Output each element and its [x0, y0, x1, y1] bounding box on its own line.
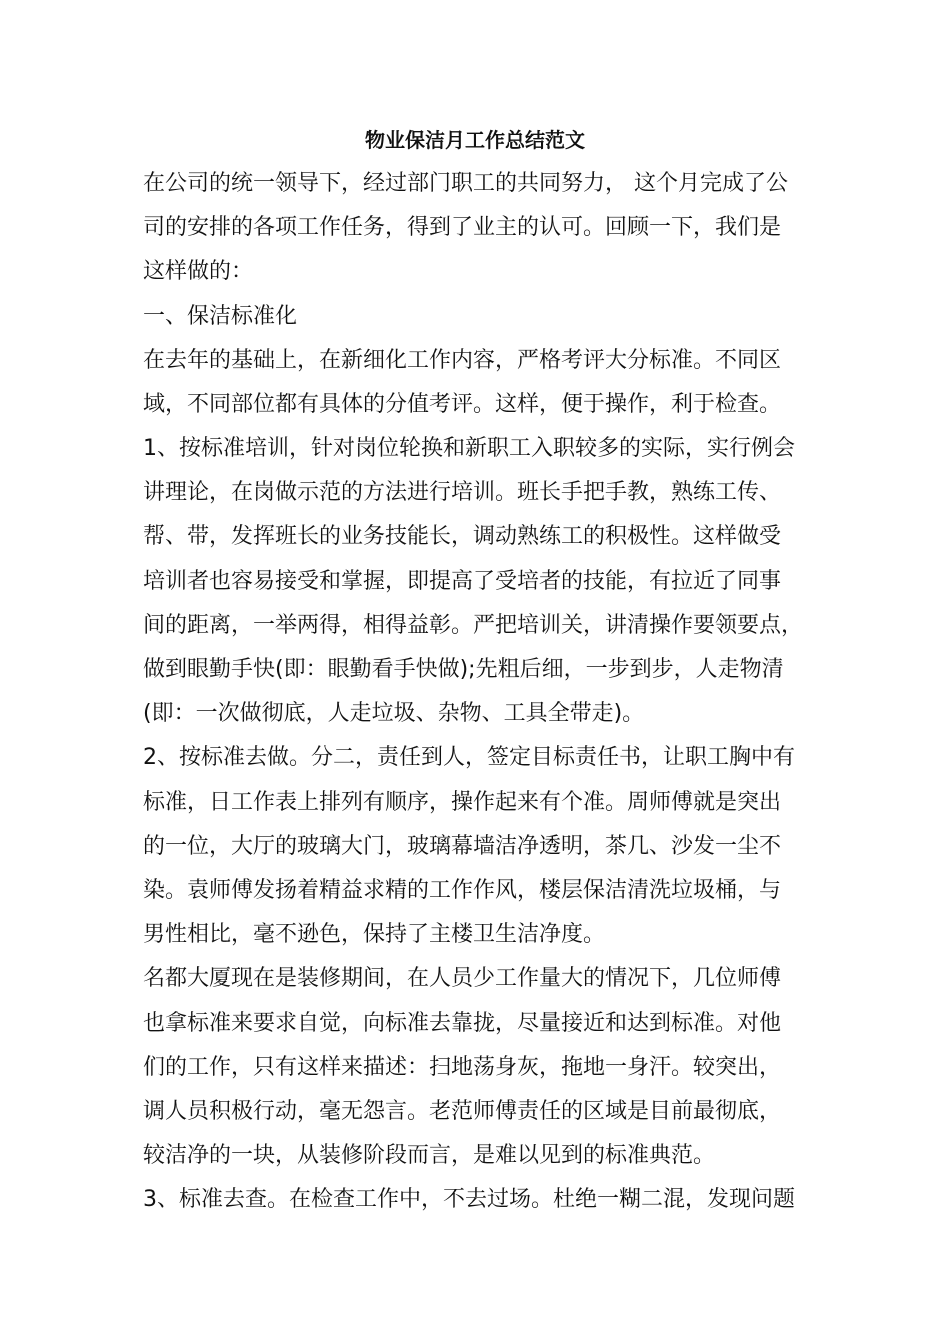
- body-line: 较洁净的一块，从装修阶段而言，是难以见到的标准典范。: [143, 1143, 716, 1168]
- body-line: 染。袁师傅发扬着精益求精的工作作风，楼层保洁清洗垃圾桶，与: [143, 878, 782, 903]
- body-line: 讲理论，在岗做示范的方法进行培训。班长手把手教，熟练工传、: [143, 480, 782, 505]
- body-line: 名都大厦现在是装修期间，在人员少工作量大的情况下，几位师傅: [143, 966, 782, 991]
- body-line: 培训者也容易接受和掌握，即提高了受培者的技能，有拉近了同事: [143, 569, 782, 594]
- body-line: 2、按标准去做。分二，责任到人，签定目标责任书，让职工胸中有: [143, 745, 795, 770]
- body-line: 们的工作，只有这样来描述：扫地荡身灰，拖地一身汗。较突出，: [143, 1055, 782, 1080]
- body-line: 间的距离，一举两得，相得益彰。严把培训关，讲清操作要领要点，: [143, 613, 804, 638]
- body-line: 男性相比，毫不逊色，保持了主楼卫生洁净度。: [143, 922, 606, 947]
- body-line: 这样做的：: [143, 259, 254, 284]
- body-line: 标准，日工作表上排列有顺序，操作起来有个准。周师傅就是突出: [143, 790, 782, 815]
- body-line: 在去年的基础上，在新细化工作内容，严格考评大分标准。不同区: [143, 348, 782, 373]
- body-line: (即：一次做彻底，人走垃圾、杂物、工具全带走)。: [143, 701, 645, 726]
- body-line: 1、按标准培训，针对岗位轮换和新职工入职较多的实际，实行例会: [143, 436, 795, 461]
- body-line: 的一位，大厅的玻璃大门，玻璃幕墙洁净透明，茶几、沙发一尘不: [143, 834, 782, 859]
- body-line: 司的安排的各项工作任务，得到了业主的认可。回顾一下，我们是: [143, 215, 782, 240]
- body-line: 做到眼勤手快(即：眼勤看手快做);先粗后细，一步到步，人走物清: [143, 657, 784, 682]
- body-line: 在公司的统一领导下，经过部门职工的共同努力， 这个月完成了公: [143, 171, 788, 196]
- section-heading: 一、保洁标准化: [143, 304, 298, 329]
- body-line: 帮、带，发挥班长的业务技能长，调动熟练工的积极性。这样做受: [143, 524, 782, 549]
- body-line: 3、标准去查。在检查工作中，不去过场。杜绝一糊二混，发现问题: [143, 1187, 795, 1212]
- body-line: 也拿标准来要求自觉，向标准去靠拢，尽量接近和达到标准。对他: [143, 1011, 782, 1036]
- document-title: 物业保洁月工作总结范文: [365, 128, 585, 152]
- body-line: 域，不同部位都有具体的分值考评。这样，便于操作，利于检查。: [143, 392, 782, 417]
- body-line: 调人员积极行动，毫无怨言。老范师傅责任的区域是目前最彻底，: [143, 1099, 782, 1124]
